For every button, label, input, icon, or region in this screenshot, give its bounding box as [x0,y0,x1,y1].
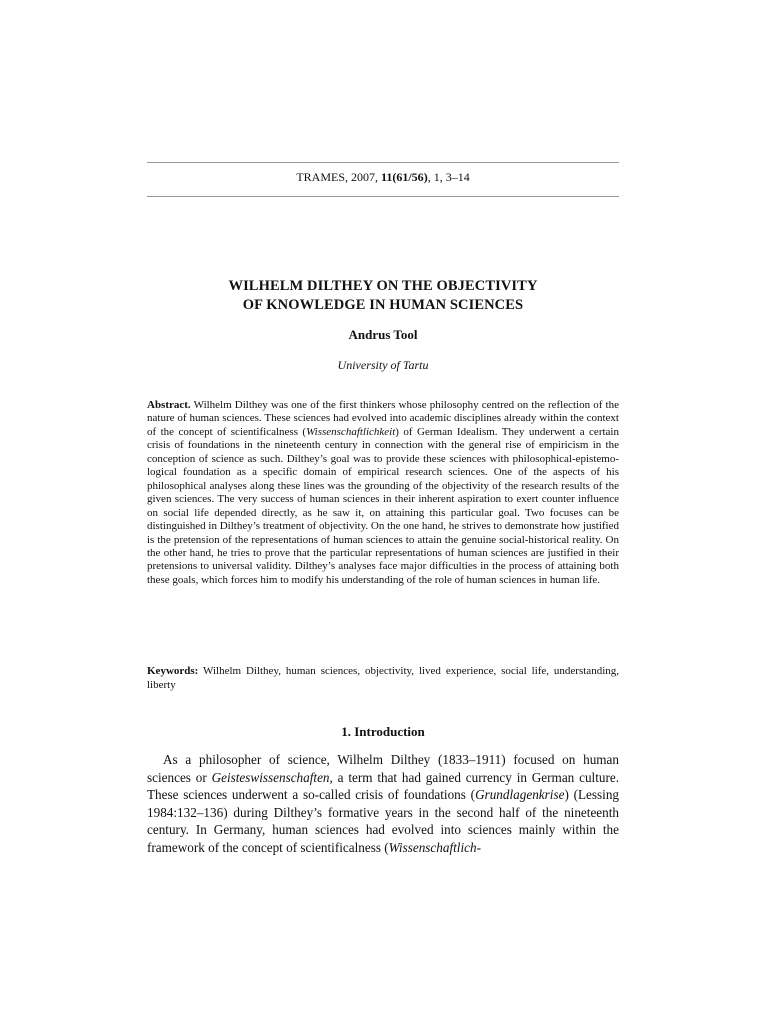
abstract-term-1: Wissenschaftlichkeit [306,425,396,438]
paper-title [147,277,619,315]
author-name: Andrus Tool [348,327,418,342]
journal-issue-close: ) [423,170,428,184]
intro-paragraph [147,751,619,857]
journal-prefix: TRAMES, 2007, [296,170,381,184]
intro-term-3: Wissenschaftlich- [388,839,481,855]
title-line-2: OF KNOWLEDGE IN HUMAN SCIENCES [242,297,524,313]
journal-issue-open: ( [392,170,397,184]
intro-text-2: a term that had gained currency in German culture. These sciences underwent a so-called crisis of foundations ( [147,769,619,803]
keywords-label: Keywords: [147,665,199,677]
journal-issue: 61/56 [396,170,424,184]
journal-citation [147,169,619,185]
abstract-label: Abstract. [147,399,191,411]
keywords-text: Wilhelm Dilthey, human sciences, objectivity, lived experience, social life, understanding, liberty [147,665,619,691]
intro-text-1: As a philosopher of science, Wilhelm Dilthey (1833–1911) focused on human sciences or [147,752,619,785]
section-heading: 1. Introduction [341,724,425,739]
intro-term-2: Grundlagenkrise [475,787,565,803]
title-line-1: WILHELM DILTHEY ON THE OBJECTIVITY [228,278,538,294]
header-rule-bottom [147,196,619,197]
abstract-text-1: Wilhelm Dilthey was one of the first thinkers whose philosophy centred on the reflection of the nature of human sciences. These sciences had evolved into academic disciplines already within the context of the concept of scientificalness ( [147,399,619,438]
author-affiliation: University of Tartu [337,358,429,372]
journal-pages: , 1, 3–14 [427,170,470,184]
abstract-text-2: ) of German Idealism. They underwent a certain crisis of foundations in the nineteenth century in connection with the general rise of empiricism in the conception of science as such. Dilthey’s goal was to provide these sciences with philosophical-epistemological foundation as a specific domain of empirical research sciences. One of the aspects of his philosophical analyses along these lines was the grounding of the objectivity of the research results of the given sciences. The very success of human sciences in their inherent aspiration to exert counter influence on social life depended directly, as he saw it, on attaining this particular goal. Two focuses can be distinguished in Dilthey’s treatment of objectivity. On the one hand, he strives to demonstrate how justified is the pretension of the representations of human sciences to attain the genuine social-historical reality. On the other hand, he tries to prove that the particular representations of human sciences are justified in their pretensions to universal validity. Dilthey’s analyses face major difficulties in the process of attaining both these goals, which forces him to modify his understanding of the role of human sciences in human life. [147,425,619,586]
journal-volume: 11 [381,170,393,184]
header-rule-top [147,162,619,163]
abstract [147,399,619,587]
intro-text-3: ) (Lessing 1984:132–136) during Dilthey’s formative years in the second half of the nineteenth century. In Germany, human sciences had evolved into sciences mainly within the framework of the concept of scientificalness ( [147,787,620,855]
keywords [147,665,619,692]
intro-term-1: Geisteswissenschaften, [211,769,333,785]
